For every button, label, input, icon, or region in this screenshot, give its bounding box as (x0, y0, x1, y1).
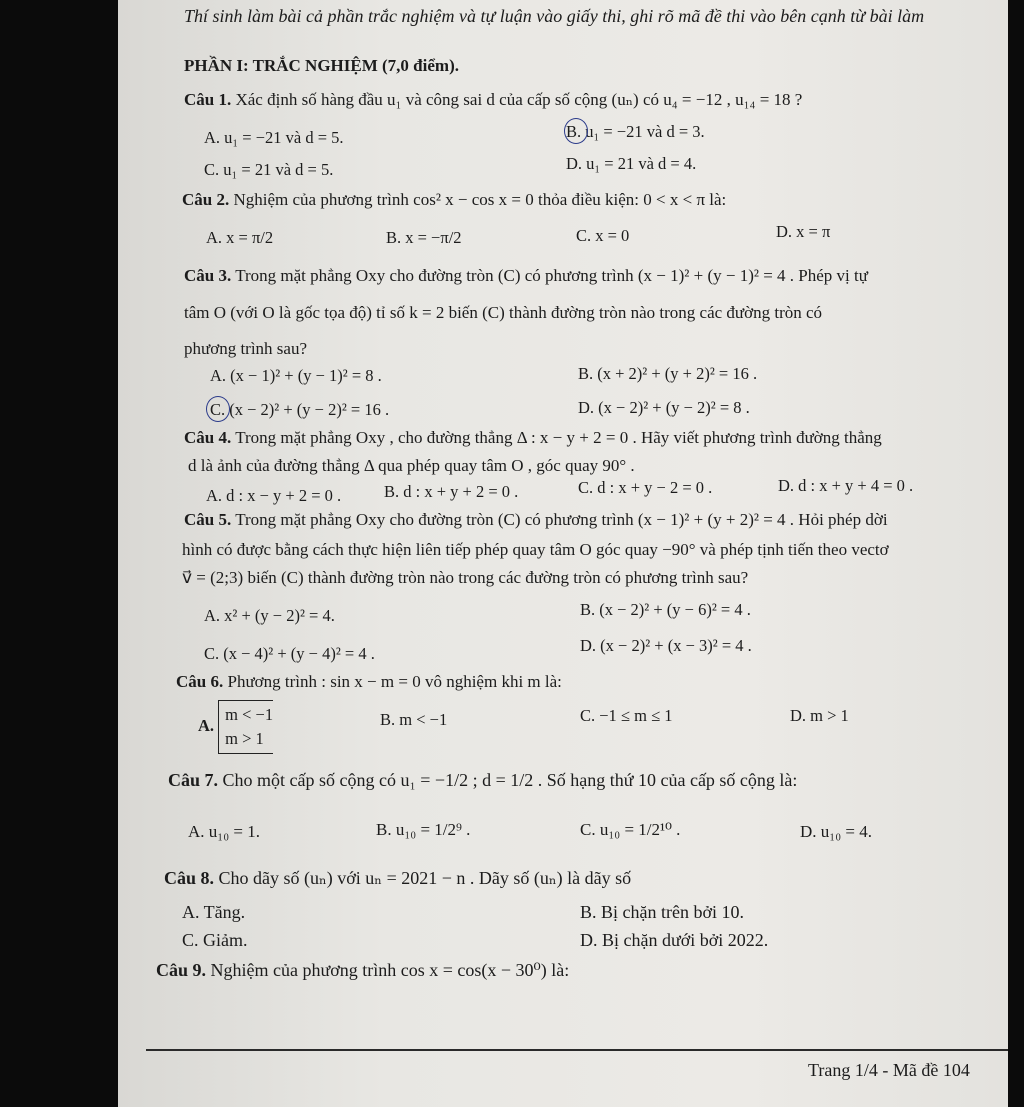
question-text: Cho dãy số (uₙ) với uₙ = 2021 − n . Dãy số (uₙ) là dãy số (218, 868, 632, 888)
q3-option-c: C. (x − 2)² + (y − 2)² = 16 . (210, 400, 390, 419)
q1-option-c: C. u₁ = 21 và d = 5. (204, 160, 334, 179)
q2-option-d: D. x = π (776, 222, 831, 241)
question-9 (156, 960, 569, 980)
question-label: Câu 4. (184, 428, 232, 447)
q8-option-b: B. Bị chặn trên bởi 10. (580, 902, 744, 922)
question-text-line-3: v⃗ = (2;3) biến (C) thành đường tròn nào trong các đường tròn có phương trình sau? (182, 568, 749, 587)
question-6 (176, 672, 562, 692)
q5-option-b: B. (x − 2)² + (y − 6)² = 4 . (580, 600, 751, 619)
question-label: Câu 2. (182, 190, 230, 209)
q5-option-a: A. x² + (y − 2)² = 4. (204, 606, 335, 625)
question-text: Xác định số hàng đầu u₁ và công sai d của cấp số cộng (uₙ) có u₄ = −12 , u₁₄ = 18 ? (235, 90, 803, 109)
question-4 (184, 428, 882, 448)
q4-option-a: A. d : x − y + 2 = 0 . (206, 486, 342, 505)
question-label: Câu 8. (164, 868, 215, 888)
question-5 (184, 510, 888, 530)
question-label: Câu 3. (184, 266, 232, 285)
q8-option-d: D. Bị chặn dưới bởi 2022. (580, 930, 769, 950)
question-7 (168, 770, 797, 790)
question-text-line-2: d là ảnh của đường thẳng Δ qua phép quay tâm O , góc quay 90° . (188, 456, 635, 475)
question-text-line-1: Trong mặt phẳng Oxy cho đường tròn (C) có phương trình (x − 1)² + (y − 1)² = 4 . Phép vị tự (235, 266, 868, 285)
page-footer: Trang 1/4 - Mã đề 104 (808, 1060, 970, 1080)
q2-option-b: B. x = −π/2 (386, 228, 462, 247)
question-text: Phương trình : sin x − m = 0 vô nghiệm khi m là: (227, 672, 562, 691)
question-text: Cho một cấp số cộng có u₁ = −1/2 ; d = 1/2 . Số hạng thứ 10 của cấp số cộng là: (222, 770, 798, 790)
question-1 (184, 90, 802, 110)
question-text-line-2: tâm O (với O là gốc tọa độ) tỉ số k = 2 biến (C) thành đường tròn nào trong các đường tròn có (184, 303, 823, 322)
q7-option-b: B. u₁₀ = 1/2⁹ . (376, 820, 471, 839)
q6-option-d: D. m > 1 (790, 706, 849, 725)
exam-sheet (118, 0, 1008, 1107)
q6-option-b: B. m < −1 (380, 710, 448, 729)
q8-option-a: A. Tăng. (182, 902, 246, 922)
question-label: Câu 6. (176, 672, 224, 691)
question-text: Nghiệm của phương trình cos² x − cos x = 0 thỏa điều kiện: 0 < x < π là: (233, 190, 727, 209)
q1-option-d: D. u₁ = 21 và d = 4. (566, 154, 697, 173)
q3-option-b: B. (x + 2)² + (y + 2)² = 16 . (578, 364, 758, 383)
question-label: Câu 7. (168, 770, 219, 790)
condition-brace: m < −1 m > 1 (218, 700, 273, 754)
answer-mark-circle (206, 396, 230, 422)
question-label: Câu 5. (184, 510, 232, 529)
answer-mark-circle (564, 118, 588, 144)
q2-option-c: C. x = 0 (576, 226, 630, 245)
question-3 (184, 266, 868, 286)
q4-option-b: B. d : x + y + 2 = 0 . (384, 482, 519, 501)
question-8 (164, 868, 631, 888)
question-2 (182, 190, 726, 210)
question-text: Nghiệm của phương trình cos x = cos(x − 30⁰) là: (210, 960, 570, 980)
q3-option-a: A. (x − 1)² + (y − 1)² = 8 . (210, 366, 382, 385)
q4-option-d: D. d : x + y + 4 = 0 . (778, 476, 914, 495)
question-text-line-2: hình có được bằng cách thực hiện liên tiếp phép quay tâm O góc quay −90° và phép tịnh tiến theo vectơ (182, 540, 889, 559)
q5-option-c: C. (x − 4)² + (y − 4)² = 4 . (204, 644, 375, 663)
q6-option-c: C. −1 ≤ m ≤ 1 (580, 706, 673, 725)
q3-option-d: D. (x − 2)² + (y − 2)² = 8 . (578, 398, 750, 417)
question-label: Câu 9. (156, 960, 207, 980)
question-label: Câu 1. (184, 90, 232, 109)
exam-instructions: Thí sinh làm bài cả phần trắc nghiệm và tự luận vào giấy thi, ghi rõ mã đề thi vào bên cạnh từ bài làm (184, 6, 925, 26)
q1-option-a: A. u₁ = −21 và d = 5. (204, 128, 344, 147)
q7-option-d: D. u₁₀ = 4. (800, 822, 872, 841)
q7-option-c: C. u₁₀ = 1/2¹⁰ . (580, 820, 681, 839)
footer-divider (146, 1049, 1008, 1051)
q4-option-c: C. d : x + y − 2 = 0 . (578, 478, 713, 497)
q8-option-c: C. Giảm. (182, 930, 248, 950)
q7-option-a: A. u₁₀ = 1. (188, 822, 260, 841)
q6-option-a: A. m < −1 m > 1 (198, 700, 273, 754)
question-text-line-3: phương trình sau? (184, 339, 308, 358)
q2-option-a: A. x = π/2 (206, 228, 274, 247)
section-title: PHẦN I: TRẮC NGHIỆM (7,0 điểm). (184, 56, 459, 75)
question-text-line-1: Trong mặt phẳng Oxy , cho đường thẳng Δ : x − y + 2 = 0 . Hãy viết phương trình đường thẳng (235, 428, 882, 447)
q1-option-b: B. u₁ = −21 và d = 3. (566, 122, 705, 141)
q5-option-d: D. (x − 2)² + (x − 3)² = 4 . (580, 636, 752, 655)
question-text-line-1: Trong mặt phẳng Oxy cho đường tròn (C) có phương trình (x − 1)² + (y + 2)² = 4 . Hỏi phép dời (235, 510, 888, 529)
